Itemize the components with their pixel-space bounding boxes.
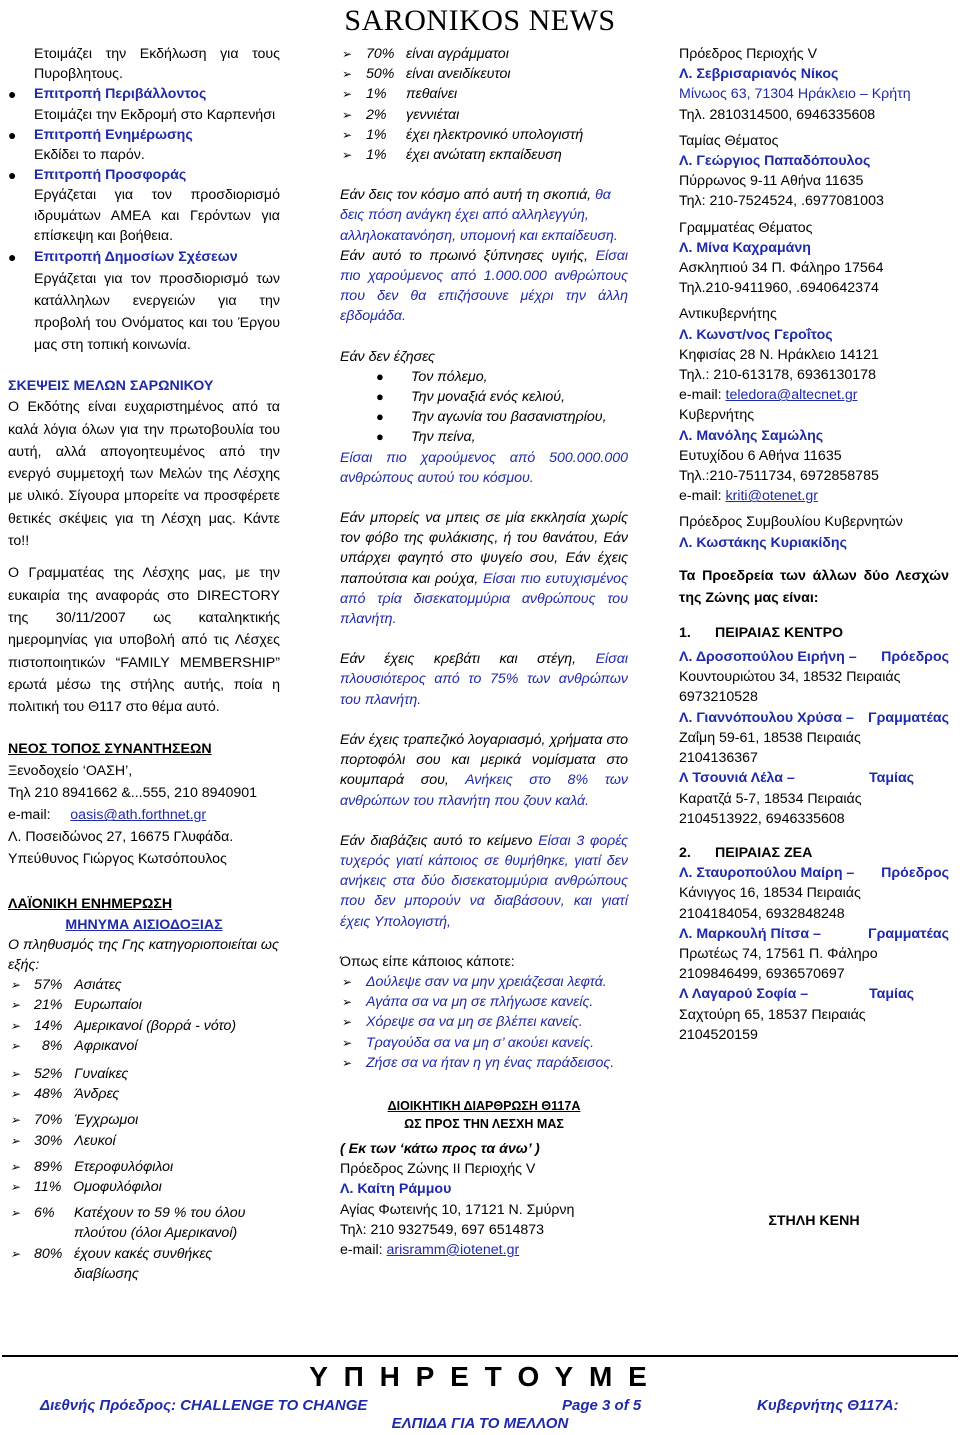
venue-email-link[interactable]: oasis@ath.forthnet.gr — [70, 807, 207, 824]
arrow-bullet-icon: ➢ — [10, 1038, 21, 1053]
paragraph-bank: Εάν έχεις τραπεζικό λογαριασμό, χρήματα στο πορτοφόλι σου και μερικά νομίσματα στο κουμπαρά σου, Ανήκεις στο 8% των ανθρώπων του πλανήτη που ζουν καλά. — [340, 731, 628, 809]
official-line: Τηλ.: 210-613178, 6936130178 — [679, 367, 876, 384]
official-role: Αντικυβερνήτης — [679, 306, 777, 323]
committee-name: Επιτροπή Περιβάλλοντος — [34, 86, 207, 103]
arrow-bullet-icon: ➢ — [342, 1055, 353, 1070]
admin-title-1: ΔΙΟΙΚΗΤΙΚΗ ΔΙΑΡΘΡΩΣΗ Θ117Α — [387, 1098, 581, 1113]
stat-item: ➢ 57% Ασιάτες — [8, 975, 280, 995]
arrow-bullet-icon: ➢ — [342, 1015, 353, 1030]
arrow-bullet-icon: ➢ — [10, 1133, 21, 1148]
official-line: Κηφισίας 28 Ν. Ηράκλειο 14121 — [679, 346, 879, 363]
official-block — [679, 405, 949, 506]
official-line: Τηλ.:210-7511734, 6972858785 — [679, 468, 879, 485]
bullet-icon: ● — [376, 368, 384, 384]
stat-item: ➢ 30% Λευκοί — [8, 1131, 280, 1151]
official-block — [679, 512, 949, 552]
quote-item: ➢ Ζήσε σα να ήταν η γη ένας παράδεισος. — [340, 1053, 628, 1073]
club-member: Λ. Γιαννόπουλου Χρύσα – Γραμματέας — [679, 709, 949, 726]
committee-item — [8, 84, 280, 124]
bullet-icon: ● — [8, 249, 17, 266]
quote-item: ➢ Χόρεψε σα να μη σε βλέπει κανείς. — [340, 1012, 628, 1032]
list-item: ● Την μοναξιά ενός κελιού, — [340, 387, 628, 407]
paragraph-not-lived: Εάν δεν έζησες — [340, 348, 435, 365]
arrow-bullet-icon: ➢ — [10, 1018, 21, 1033]
official-role: Γραμματέας Θέματος — [679, 219, 813, 236]
stat-item: ➢ 1% έχει ηλεκτρονικό υπολογιστή — [340, 125, 628, 145]
quote-item: ➢ Τραγούδα σα να μη σ’ ακούει κανείς. — [340, 1033, 628, 1053]
thoughts-paragraph — [8, 396, 280, 552]
footer-international-president: Διεθνής Πρόεδρος: CHALLENGE TO CHANGE — [40, 1397, 368, 1414]
stat-item: ➢ 70% είναι αγράμματοι — [340, 44, 628, 64]
club-block: 2. ΠΕΙΡΑΙΑΣ ΖΕΑ Λ. Σταυροπούλου Μαίρη – Πρόεδρος Κάνιγγος 16, 18534 Πειραιάς 2104184054, 6932848248 Λ. Μαρκουλή Πίτσα – Γραμματέας Πρωτέως 74, 17561 Π. Φάληρο 2109846499, 6936570697 Λ Λαγαρού Σοφία – Ταμίας Σαχτούρη 65, 18537 Πειραιάς 2104520159 — [679, 844, 949, 1043]
footer-page-number: Page 3 of 5 — [562, 1397, 642, 1414]
official-line: Ασκληπιού 34 Π. Φάληρο 17564 — [679, 260, 884, 277]
stat-item: ➢ 50% είναι ανειδίκευτοι — [340, 64, 628, 84]
bullet-icon: ● — [376, 409, 384, 425]
admin-address: Αγίας Φωτεινής 10, 17121 Ν. Σμύρνη — [340, 1201, 575, 1218]
committee-name: Επιτροπή Δημοσίων Σχέσεων — [34, 249, 238, 266]
official-role: Κυβερνήτης — [679, 407, 755, 424]
arrow-bullet-icon: ➢ — [342, 148, 353, 163]
paragraph-reading: Εάν διαβάζεις αυτό το κείμενο Είσαι 3 φορές τυχερός γιατί κάποιος σε θυμήθηκε, γιατί δεν ανήκεις στα δύο δισεκατομμύρια ανθρώπους που δεν μπορούν να διαβάσουν, και γιατί έχεις Υπολογιστή, — [340, 832, 628, 930]
official-name: Λ. Γεώργιος Παπαδόπουλος — [679, 153, 871, 170]
arrow-bullet-icon: ➢ — [10, 978, 21, 993]
official-email-link[interactable]: kriti@otenet.gr — [725, 488, 818, 505]
admin-title-2: ΩΣ ΠΡΟΣ ΤΗΝ ΛΕΣΧΗ ΜΑΣ — [404, 1116, 564, 1131]
stat-item: ➢ 70% Έγχρωμοι — [8, 1110, 280, 1130]
official-name: Λ. Σεβρισαριανός Νίκος — [679, 66, 839, 83]
footer-divider — [2, 1355, 958, 1357]
committees-list — [8, 84, 280, 356]
stat-item: ➢ 8% Αφρικανοί — [8, 1036, 280, 1056]
boards-intro: Τα Προεδρεία των άλλων δύο Λεσχών της Ζώνης μας είναι: — [679, 567, 949, 606]
footer-motto: Υ Π Η Ρ Ε Τ Ο Υ Μ Ε — [309, 1361, 651, 1392]
club-title: 2. ΠΕΙΡΑΙΑΣ ΖΕΑ — [679, 844, 813, 861]
footer-governor: Κυβερνήτης Θ117Α: — [757, 1397, 899, 1414]
population-stats-group-5 — [8, 1203, 280, 1284]
folk-intro: Ο πληθυσμός της Γης κατηγοριοποιείται ως εξής: — [8, 936, 279, 973]
venue-name: Ξενοδοχείο ‘ΟΑΣΗ’, — [8, 763, 133, 780]
admin-phone: Τηλ: 210 9327549, 697 6514873 — [340, 1221, 545, 1238]
venue-address: Λ. Ποσειδώνος 27, 16675 Γλυφάδα. — [8, 829, 234, 846]
admin-note: ( Εκ των ‘κάτω προς τα άνω’ ) — [340, 1140, 540, 1157]
population-stats-group-3 — [8, 1110, 280, 1150]
stat-item: ➢ 14% Αμερικανοί (βορρά - νότο) — [8, 1016, 280, 1036]
bullet-icon: ● — [376, 429, 384, 445]
folk-title: ΛΑΪΟΝΙΚΗ ΕΝΗΜΕΡΩΣΗ — [8, 896, 173, 913]
bullet-icon: ● — [376, 389, 384, 405]
arrow-bullet-icon: ➢ — [10, 1159, 21, 1174]
arrow-bullet-icon: ➢ — [342, 67, 353, 82]
stat-item: ➢ 1% έχει ανώτατη εκπαίδευση — [340, 145, 628, 165]
arrow-bullet-icon: ➢ — [342, 107, 353, 122]
club-member: Λ. Σταυροπούλου Μαίρη – Πρόεδρος — [679, 865, 949, 882]
admin-email-link[interactable]: arisramm@iotenet.gr — [386, 1241, 520, 1258]
official-block — [679, 304, 949, 405]
committee-item — [8, 165, 280, 246]
admin-role: Πρόεδρος Ζώνης ΙΙ Περιοχής V — [340, 1161, 536, 1178]
admin-email-line: e-mail: arisramm@iotenet.gr — [340, 1241, 520, 1258]
list-item: ● Την πείνα, — [340, 427, 628, 447]
club-member: Λ. Μαρκουλή Πίτσα – Γραμματέας — [679, 925, 949, 942]
arrow-bullet-icon: ➢ — [342, 87, 353, 102]
quote-item: ➢ Αγάπα σα να μη σε πλήγωσε κανείς. — [340, 992, 628, 1012]
paragraph-perspective: Εάν δεις τον κόσμο από αυτή τη σκοπιά, θα δεις πόση ανάγκη έχει από αλληλεγγύη, αλληλοκατανόηση, υπομονή και εκπαίδευση. — [340, 187, 618, 244]
arrow-bullet-icon: ➢ — [342, 47, 353, 61]
quote-intro: Όπως είπε κάποιος κάποτε: — [340, 953, 515, 970]
arrow-bullet-icon: ➢ — [342, 127, 353, 142]
committee-desc: Εργάζεται για τον προσδιορισμό των κατάλληλων ενεργειών για την προβολή του Ονόματος και του Έργου μας στη τοπική κοινωνία. — [34, 271, 280, 354]
paragraph-happier: Είσαι πιο χαρούμενος από 500.000.000 ανθρώπους αυτού του κόσμου. — [340, 449, 628, 486]
committee-item — [8, 125, 280, 165]
official-line: Πύρρωνος 9-11 Αθήνα 11635 — [679, 173, 864, 190]
venue-phone: Τηλ 210 8941662 &...555, 210 8940901 — [8, 785, 258, 802]
committee-desc: Εργάζεται για τον προσδιορισμό ιδρυμάτων ΑΜΕΑ και Γερόντων για επίσκεψη και βοήθεια. — [34, 187, 280, 244]
arrow-bullet-icon: ➢ — [342, 1035, 353, 1050]
thoughts-title: ΣΚΕΨΕΙΣ ΜΕΛΩΝ ΣΑΡΩΝΙΚΟΥ — [8, 378, 214, 395]
venue-email-line — [8, 804, 280, 826]
arrow-bullet-icon: ➢ — [10, 1246, 21, 1261]
column-middle — [340, 44, 628, 1260]
stat-item: ➢ 11% Ομοφυλόφιλοι — [8, 1177, 280, 1197]
official-email-line: e-mail: teledora@altecnet.gr — [679, 387, 858, 404]
bullet-icon: ● — [8, 86, 17, 103]
stat-item: ➢ 1% πεθαίνει — [340, 84, 628, 104]
official-block — [679, 131, 949, 212]
official-line: Ευτυχίδου 6 Αθήνα 11635 — [679, 447, 842, 464]
quote-item: ➢ Δούλεψε σαν να μην χρειάζεσαι λεφτά. — [340, 972, 628, 992]
population-stats-group-4 — [8, 1157, 280, 1197]
stat-item: ➢ 21% Ευρωπαίοι — [8, 995, 280, 1015]
secretary-paragraph: Ο Γραμματέας της Λέσχης μας, με την ευκαιρία της αναφοράς στο DIRECTORY της 30/11/2007 ως καταληκτικής ημερομηνίας για υποβολή από τις Λέσχες πιστοποιητικών “FAMILY MEMBERSHIP” ερωτά μέσω της στήλης αυτής, ποία η πολιτική του Θ117 στο θέμα αυτό. — [8, 565, 280, 716]
committee-desc: Εκδίδει το παρόν. — [34, 147, 145, 164]
arrow-bullet-icon: ➢ — [10, 1206, 21, 1221]
venue-title: ΝΕΟΣ ΤΟΠΟΣ ΣΥΝΑΝΤΗΣΕΩΝ — [8, 741, 212, 758]
club-member: Λ Τσουνιά Λέλα – Ταμίας — [679, 770, 915, 787]
arrow-bullet-icon: ➢ — [10, 1180, 21, 1195]
arrow-bullet-icon: ➢ — [342, 974, 353, 989]
committee-name: Επιτροπή Προσφοράς — [34, 167, 187, 184]
official-block — [679, 44, 949, 125]
club-member: Λ Λαγαρού Σοφία – Ταμίας — [679, 986, 915, 1003]
arrow-bullet-icon: ➢ — [10, 998, 21, 1013]
venue-email-label: e-mail: — [8, 807, 51, 824]
list-item: ● Την αγωνία του βασανιστηρίου, — [340, 407, 628, 427]
official-role: Ταμίας Θέματος — [679, 132, 779, 149]
club-member: Λ. Δροσοπούλου Ειρήνη – Πρόεδρος — [679, 649, 949, 666]
quote-list — [340, 972, 628, 1073]
bullet-icon: ● — [8, 126, 17, 143]
official-name: Λ. Μίνα Καχραμάνη — [679, 239, 811, 256]
club-block: 1. ΠΕΙΡΑΙΑΣ ΚΕΝΤΡΟ Λ. Δροσοπούλου Ειρήνη – Πρόεδρος Κουντουριώτου 34, 18532 Πειραιάς 6973210528 Λ. Γιαννόπουλου Χρύσα – Γραμματέας Ζαΐμη 59-61, 18538 Πειραιάς 2104136367 Λ Τσουνιά Λέλα – Ταμίας Καρατζά 5-7, 18534 Πειραιάς 2104513922, 6946335608 — [679, 624, 949, 827]
list-item: ● Τον πόλεμο, — [340, 367, 628, 387]
official-role: Πρόεδρος Συμβουλίου Κυβερνητών — [679, 514, 903, 531]
admin-structure — [340, 1097, 628, 1260]
committee-desc: Ετοιμάζει την Εκδρομή στο Καρπενήσι — [34, 106, 276, 123]
stat-item: ➢ 6% Κατέχουν το 59 % του όλου πλούτου (όλοι Αμερικανοί) — [10, 1205, 246, 1242]
population-stats-group-2 — [8, 1064, 280, 1104]
world-stats-list — [340, 44, 628, 165]
official-name: Λ. Κωστάκης Κυριακίδης — [679, 534, 847, 551]
venue-responsible: Υπεύθυνος Γιώργος Κωτσόπουλος — [8, 851, 227, 868]
official-name: Λ. Κωνστ/νος Γεροΐτος — [679, 326, 833, 343]
arrow-bullet-icon: ➢ — [10, 1087, 21, 1102]
committee-name: Επιτροπή Ενημέρωσης — [34, 126, 193, 143]
official-line: Τηλ.210-9411960, .6940642374 — [679, 280, 879, 297]
admin-name: Λ. Καίτη Ράμμου — [340, 1181, 452, 1198]
club-title: 1. ΠΕΙΡΑΙΑΣ ΚΕΝΤΡΟ — [679, 624, 844, 641]
population-stats-group-1 — [8, 975, 280, 1056]
official-role: Πρόεδρος Περιοχής V — [679, 46, 818, 62]
newsletter-title: SARONIKOS NEWS — [344, 4, 616, 37]
thoughts-text-2: Σίγουρα μπορείτε να προσφέρετε θετικές σκέψεις για τη Λέσχη μας. Κάντε το!! — [8, 488, 280, 550]
footer-governor-motto: ΕΛΠΙΔΑ ΓΙΑ ΤΟ ΜΕΛΛΟΝ — [391, 1415, 569, 1432]
thoughts-text-1: Ο Εκδότης είναι ευχαριστημένος από τα καλά λόγια όλων για την πρωτοβουλία του αυτή, αλλά απογοητευμένος από την ενεργό συμμετοχή των Μελών της Λέσχης με υλικό. — [8, 399, 280, 505]
committee-item — [8, 246, 280, 356]
column-left — [8, 44, 280, 1284]
arrow-bullet-icon: ➢ — [342, 995, 353, 1010]
official-name: Λ. Μανόλης Σαμώλης — [679, 427, 824, 444]
folk-subtitle: ΜΗΝΥΜΑ ΑΙΣΙΟΔΟΞΙΑΣ — [65, 916, 223, 933]
paragraph-bed: Εάν έχεις κρεβάτι και στέγη, Είσαι πλουσιότερος από το 75% των ανθρώπων του πλανήτη. — [340, 651, 628, 708]
official-line: Τηλ: 210-7524524, .6977081003 — [679, 193, 884, 210]
official-line: Τηλ. 2810314500, 6946335608 — [679, 106, 876, 123]
empty-column-title: ΣΤΗΛΗ ΚΕΝΗ — [768, 1212, 860, 1229]
stat-item: ➢ 89% Ετεροφυλόφιλοι — [8, 1157, 280, 1177]
official-email-link[interactable]: teledora@altecnet.gr — [725, 387, 858, 404]
stat-item: ➢ 48% Άνδρες — [8, 1084, 280, 1104]
column-right — [679, 44, 949, 1231]
paragraph-church: Εάν μπορείς να μπεις σε μία εκκλησία χωρίς τον φόβο της φυλάκισης, ή του θανάτου, Εάν υπάρχει φαγητό στο ψυγείο σου, Εάν έχεις παπούτσια και ρούχα, Είσαι πιο ευτυχισμένος από τρία δισεκατομμύρια ανθρώπους του πλανήτη. — [340, 510, 628, 628]
official-block — [679, 218, 949, 299]
not-lived-list — [340, 367, 628, 448]
official-line: Μίνωος 63, 71304 Ηράκλειο – Κρήτη — [679, 86, 911, 103]
arrow-bullet-icon: ➢ — [10, 1067, 21, 1082]
stat-item: ➢ 2% γεννιέται — [340, 105, 628, 125]
stat-item: ➢ 80% έχουν κακές συνθήκες διαβίωσης — [10, 1245, 213, 1282]
intro-text: Ετοιμάζει την Εκδήλωση για τους Πυροβλητους. — [34, 46, 280, 83]
bullet-icon: ● — [8, 167, 17, 184]
paragraph-healthy: Εάν αυτό το πρωινό ξύπνησες υγιής, Είσαι πιο χαρούμενος από 1.000.000 ανθρώπους που δεν θα επιζήσουνε μέχρι την άλλη εβδομάδα. — [340, 247, 628, 325]
official-email-line: e-mail: kriti@otenet.gr — [679, 488, 818, 505]
stat-item: ➢ 52% Γυναίκες — [8, 1064, 280, 1084]
arrow-bullet-icon: ➢ — [10, 1113, 21, 1128]
